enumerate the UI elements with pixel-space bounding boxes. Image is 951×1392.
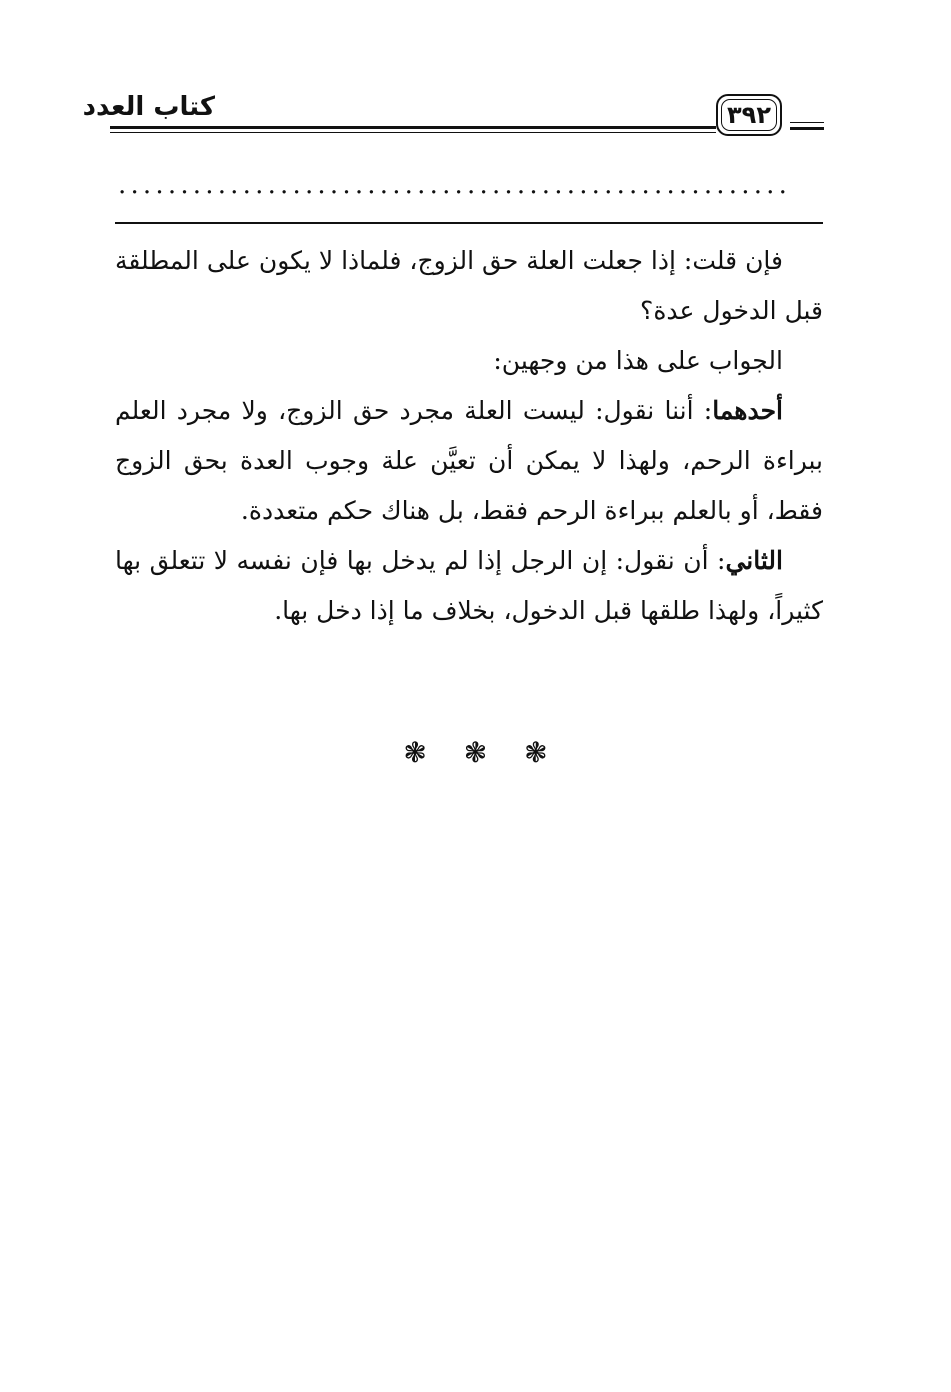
flower-ornament-icon: ❃ bbox=[524, 736, 548, 769]
page-number-badge bbox=[716, 94, 782, 136]
separator-rule bbox=[115, 222, 823, 224]
dotted-line: ...................................................... bbox=[118, 172, 792, 198]
header-rule-thin bbox=[110, 132, 716, 133]
header-rule-thick bbox=[110, 126, 716, 129]
header-rule-tail bbox=[790, 127, 824, 130]
flower-ornament-icon: ❃ bbox=[463, 736, 488, 769]
chapter-title: كتاب العدد bbox=[82, 92, 215, 122]
paragraph-question: فإن قلت: إذا جعلت العلة حق الزوج، فلماذا لا يكون على المطلقة قبل الدخول عدة؟ bbox=[115, 246, 823, 325]
header-rule-tail-thin bbox=[790, 122, 824, 123]
section-end-ornaments bbox=[0, 736, 951, 769]
second-aspect-label: الثاني bbox=[725, 546, 783, 575]
paragraph-answer-intro: الجواب على هذا من وجهين: bbox=[493, 346, 783, 375]
second-aspect-text: : أن نقول: إن الرجل إذا لم يدخل بها فإن نفسه لا تتعلق بها كثيراً، ولهذا طلقها قبل الدخول، بخلاف ما إذا دخل بها. bbox=[115, 546, 823, 625]
page-header bbox=[82, 88, 825, 148]
first-aspect-text: : أننا نقول: ليست العلة مجرد حق الزوج، ولا مجرد العلم ببراءة الرحم، ولهذا لا يمكن أن تعيَّن علة وجوب العدة بحق الزوج فقط، أو بالعلم ببراءة الرحم فقط، بل هناك حكم متعددة. bbox=[115, 396, 823, 525]
paragraph-second-aspect bbox=[115, 536, 823, 636]
flower-ornament-icon: ❃ bbox=[403, 736, 427, 769]
paragraph-first-aspect bbox=[115, 386, 823, 536]
main-text bbox=[115, 236, 823, 636]
page-number: ٣٩٢ bbox=[727, 101, 771, 129]
first-aspect-label: أحدهما bbox=[712, 396, 783, 425]
